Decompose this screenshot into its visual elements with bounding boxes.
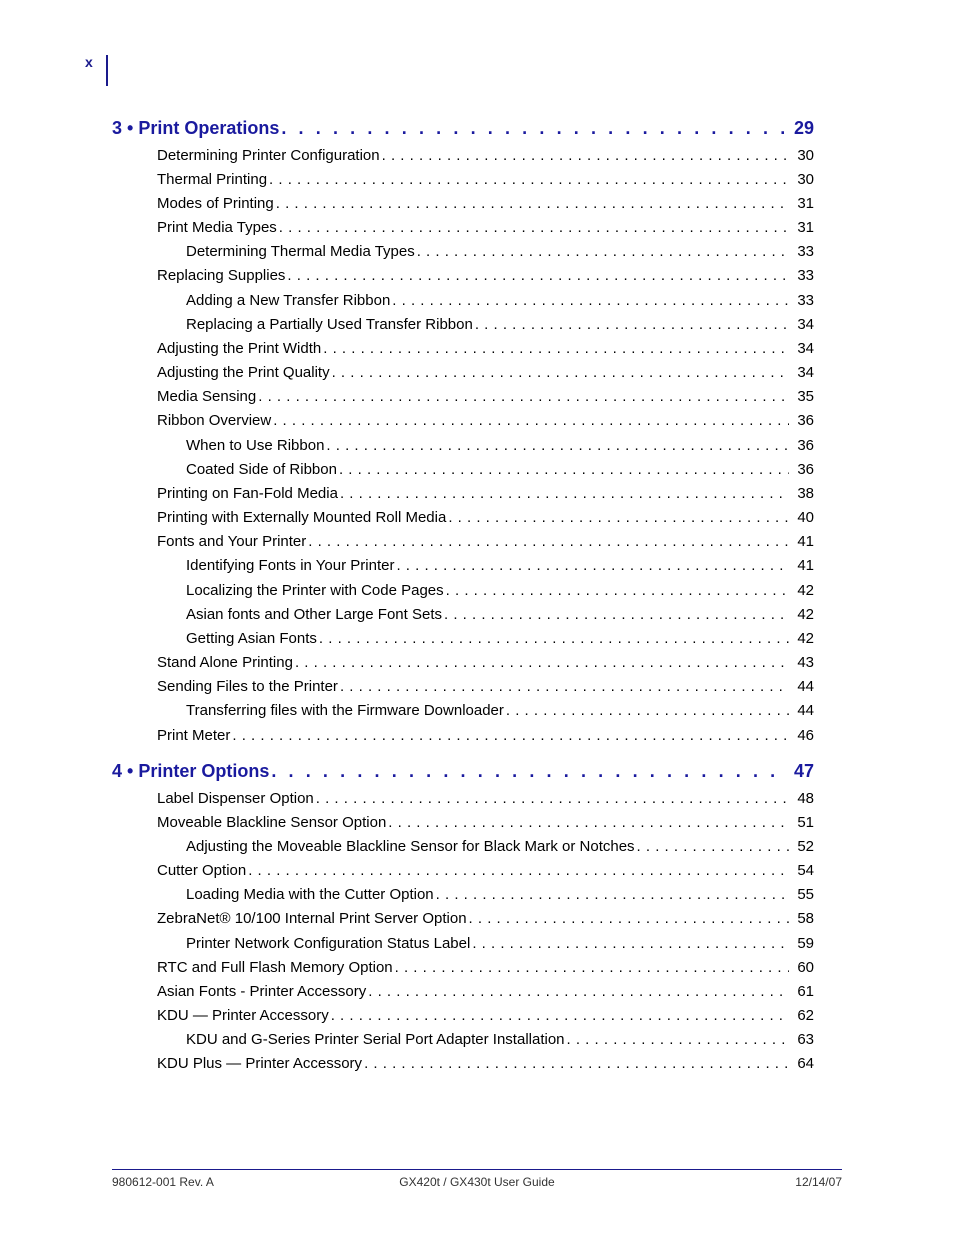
dot-leader: [273, 412, 789, 429]
dot-leader: [472, 935, 789, 952]
toc-entry[interactable]: [157, 814, 814, 831]
toc-entry-page: 44: [797, 702, 814, 719]
toc-entry-title: Transferring files with the Firmware Downloader: [186, 702, 504, 719]
footer-guide-title: GX420t / GX430t User Guide: [399, 1175, 555, 1189]
toc-entry-page: 63: [797, 1031, 814, 1048]
toc-entry[interactable]: [157, 364, 814, 381]
toc-entry-page: 61: [797, 983, 814, 1000]
toc-entry-page: 34: [797, 316, 814, 333]
footer-date: 12/14/07: [795, 1175, 842, 1189]
toc-entry-page: 33: [797, 243, 814, 260]
toc-chapter-entry[interactable]: [112, 761, 814, 782]
dot-leader: [258, 388, 789, 405]
toc-entry[interactable]: [186, 557, 814, 574]
toc-entry-title: Label Dispenser Option: [157, 790, 314, 807]
toc-entry-title: Localizing the Printer with Code Pages: [186, 582, 444, 599]
toc-entry-title: RTC and Full Flash Memory Option: [157, 959, 393, 976]
toc-entry-page: 34: [797, 364, 814, 381]
toc-entry-page: 36: [797, 412, 814, 429]
toc-entry[interactable]: [157, 195, 814, 212]
dot-leader: [395, 959, 790, 976]
toc-entry-page: 38: [797, 485, 814, 502]
toc-entry-title: ZebraNet® 10/100 Internal Print Server Option: [157, 910, 467, 927]
dot-leader: [308, 533, 789, 550]
toc-entry-page: 41: [797, 557, 814, 574]
dot-leader: [382, 147, 790, 164]
toc-entry[interactable]: [157, 983, 814, 1000]
dot-leader: [436, 886, 790, 903]
toc-entry-title: Adjusting the Print Quality: [157, 364, 330, 381]
toc-entry-title: Sending Files to the Printer: [157, 678, 338, 695]
toc-entry[interactable]: [157, 790, 814, 807]
toc-entry[interactable]: [186, 243, 814, 260]
dot-leader: [339, 461, 789, 478]
toc-entry[interactable]: [157, 485, 814, 502]
dot-leader: [368, 983, 789, 1000]
toc-entry[interactable]: [186, 630, 814, 647]
toc-entry-page: 40: [797, 509, 814, 526]
dot-leader: [475, 316, 790, 333]
dot-leader: [287, 267, 789, 284]
toc-entry-title: Fonts and Your Printer: [157, 533, 307, 550]
toc-entry-title: 3 • Print Operations: [112, 118, 280, 138]
page-number-marker: x: [85, 54, 93, 70]
toc-entry-title: Printing on Fan-Fold Media: [157, 485, 338, 502]
toc-entry-title: Modes of Printing: [157, 195, 274, 212]
toc-entry-title: Asian fonts and Other Large Font Sets: [186, 606, 442, 623]
dot-leader: [506, 702, 789, 719]
toc-entry[interactable]: [186, 838, 814, 855]
toc-entry-title: Thermal Printing: [157, 171, 268, 188]
toc-entry[interactable]: [186, 1031, 814, 1048]
toc-entry[interactable]: [186, 606, 814, 623]
dot-leader: [281, 118, 786, 139]
toc-entry[interactable]: [157, 959, 814, 976]
footer-rule: [112, 1169, 842, 1170]
dot-leader: [332, 364, 790, 381]
toc-entry-page: 36: [797, 461, 814, 478]
toc-entry-title: Adjusting the Print Width: [157, 340, 322, 357]
toc-entry-title: Moveable Blackline Sensor Option: [157, 814, 387, 831]
dot-leader: [567, 1031, 790, 1048]
toc-entry-title: Identifying Fonts in Your Printer: [186, 557, 395, 574]
toc-entry-page: 54: [797, 862, 814, 879]
dot-leader: [446, 582, 790, 599]
toc-entry[interactable]: [157, 219, 814, 236]
toc-entry[interactable]: [157, 654, 814, 671]
dot-leader: [469, 910, 790, 927]
toc-entry-page: 30: [797, 171, 814, 188]
toc-entry-title: When to Use Ribbon: [186, 437, 325, 454]
toc-entry[interactable]: [186, 437, 814, 454]
toc-entry-title: Media Sensing: [157, 388, 257, 405]
dot-leader: [392, 292, 789, 309]
toc-entry-title: Determining Thermal Media Types: [186, 243, 415, 260]
toc-entry-title: Print Meter: [157, 727, 231, 744]
dot-leader: [279, 219, 790, 236]
toc-entry[interactable]: [157, 147, 814, 164]
toc-entry-page: 47: [793, 761, 814, 781]
toc-entry[interactable]: [157, 267, 814, 284]
toc-entry-page: 36: [797, 437, 814, 454]
dot-leader: [271, 761, 786, 782]
toc-entry-title: Stand Alone Printing: [157, 654, 293, 671]
toc-entry-title: Print Media Types: [157, 219, 277, 236]
toc-entry-page: 42: [797, 606, 814, 623]
toc-entry-page: 59: [797, 935, 814, 952]
toc-entry[interactable]: [186, 461, 814, 478]
toc-entry-page: 30: [797, 147, 814, 164]
dot-leader: [319, 630, 789, 647]
dot-leader: [340, 485, 789, 502]
toc-entry-page: 42: [797, 630, 814, 647]
toc-entry-page: 35: [797, 388, 814, 405]
toc-entry-title: KDU and G-Series Printer Serial Port Adapter Installation: [186, 1031, 565, 1048]
toc-entry-title: Adding a New Transfer Ribbon: [186, 292, 391, 309]
toc-entry-page: 46: [797, 727, 814, 744]
toc-entry-title: Getting Asian Fonts: [186, 630, 317, 647]
toc-entry[interactable]: [157, 340, 814, 357]
toc-entry-page: 44: [797, 678, 814, 695]
toc-entry-title: Adjusting the Moveable Blackline Sensor for Black Mark or Notches: [186, 838, 635, 855]
toc-entry-page: 31: [797, 219, 814, 236]
toc-entry[interactable]: [157, 678, 814, 695]
toc-entry-title: KDU — Printer Accessory: [157, 1007, 329, 1024]
dot-leader: [448, 509, 789, 526]
toc-entry-title: KDU Plus — Printer Accessory: [157, 1055, 363, 1072]
dot-leader: [340, 678, 789, 695]
toc-entry-page: 51: [797, 814, 814, 831]
toc-entry[interactable]: [157, 1007, 814, 1024]
toc-entry[interactable]: [157, 533, 814, 550]
toc-entry[interactable]: [157, 727, 814, 744]
toc-entry-title: Determining Printer Configuration: [157, 147, 380, 164]
toc-entry-title: Asian Fonts - Printer Accessory: [157, 983, 367, 1000]
toc-entry[interactable]: [157, 862, 814, 879]
toc-entry[interactable]: [186, 316, 814, 333]
dot-leader: [232, 727, 789, 744]
toc-entry-title: Replacing a Partially Used Transfer Ribbon: [186, 316, 473, 333]
toc-entry-page: 31: [797, 195, 814, 212]
toc-entry-title: Printer Network Configuration Status Label: [186, 935, 471, 952]
toc-entry-title: Coated Side of Ribbon: [186, 461, 337, 478]
dot-leader: [417, 243, 790, 260]
toc-entry[interactable]: [186, 582, 814, 599]
toc-entry-title: Printing with Externally Mounted Roll Media: [157, 509, 447, 526]
toc-entry[interactable]: [157, 171, 814, 188]
toc-entry[interactable]: [186, 702, 814, 719]
toc-entry-page: 55: [797, 886, 814, 903]
toc-entry-title: Replacing Supplies: [157, 267, 286, 284]
toc-entry-page: 62: [797, 1007, 814, 1024]
dot-leader: [316, 790, 790, 807]
dot-leader: [323, 340, 789, 357]
toc-entry-page: 52: [797, 838, 814, 855]
toc-entry-page: 43: [797, 654, 814, 671]
toc-entry-page: 64: [797, 1055, 814, 1072]
toc-entry-title: 4 • Printer Options: [112, 761, 270, 781]
toc-entry[interactable]: [186, 935, 814, 952]
dot-leader: [388, 814, 789, 831]
dot-leader: [276, 195, 790, 212]
toc-entry-title: Ribbon Overview: [157, 412, 272, 429]
dot-leader: [248, 862, 789, 879]
dot-leader: [396, 557, 789, 574]
toc-entry-page: 48: [797, 790, 814, 807]
toc-entry[interactable]: [157, 388, 814, 405]
toc-entry-page: 42: [797, 582, 814, 599]
dot-leader: [269, 171, 789, 188]
toc-entry-page: 60: [797, 959, 814, 976]
toc-entry-page: 29: [793, 118, 814, 138]
toc-entry-title: Cutter Option: [157, 862, 247, 879]
toc-entry-page: 41: [797, 533, 814, 550]
toc-chapter-entry[interactable]: [112, 118, 814, 139]
toc-entry[interactable]: [157, 910, 814, 927]
toc-entry[interactable]: [186, 292, 814, 309]
dot-leader: [326, 437, 789, 454]
toc-entry[interactable]: [157, 412, 814, 429]
dot-leader: [331, 1007, 790, 1024]
footer-doc-number: 980612-001 Rev. A: [112, 1175, 214, 1189]
toc-entry-page: 34: [797, 340, 814, 357]
toc-entry-page: 33: [797, 292, 814, 309]
dot-leader: [637, 838, 790, 855]
dot-leader: [364, 1055, 789, 1072]
toc-entry-title: Loading Media with the Cutter Option: [186, 886, 434, 903]
dot-leader: [444, 606, 789, 623]
toc-entry[interactable]: [157, 1055, 814, 1072]
toc-entry-page: 33: [797, 267, 814, 284]
toc-entry-page: 58: [797, 910, 814, 927]
marker-rule: [106, 55, 108, 86]
toc-entry[interactable]: [157, 509, 814, 526]
dot-leader: [295, 654, 789, 671]
toc-entry[interactable]: [186, 886, 814, 903]
